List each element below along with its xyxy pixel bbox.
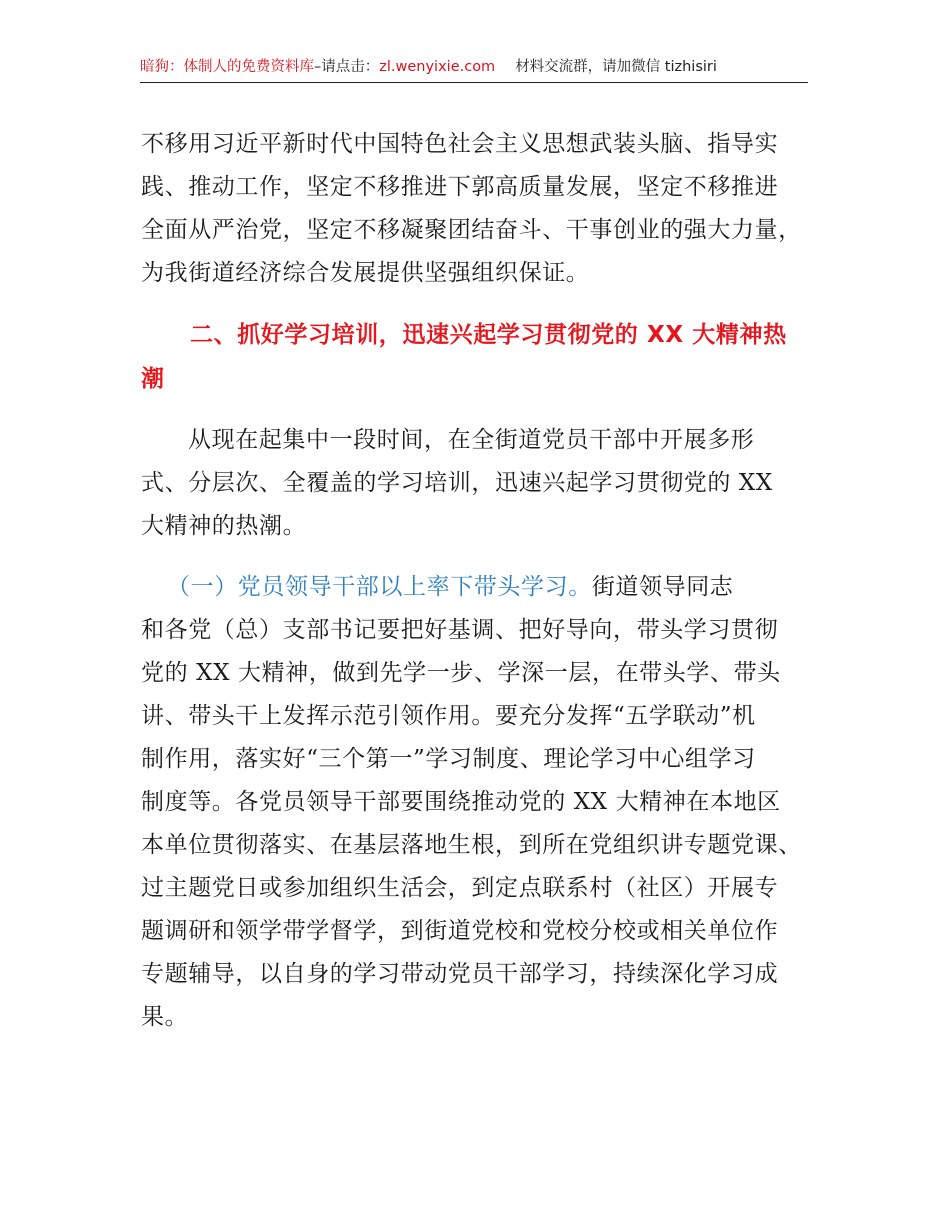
subsection-title: （一）党员领导干部以上率下带头学习。	[167, 574, 592, 600]
body-line: 从现在起集中一段时间，在全街道党员干部中开展多形	[188, 427, 755, 453]
header-brand: 暗狗：体制人的免费资料库	[140, 59, 314, 75]
body-line: 全面从严治党，坚定不移凝聚团结奋斗、干事创业的强大力量，	[141, 217, 802, 243]
body-line: 制度等。各党员领导干部要围绕推动党的 XX 大精神在本地区	[141, 789, 781, 815]
body-line: 为我街道经济综合发展提供坚强组织保证。	[141, 260, 590, 286]
header-url-link[interactable]: zl.wenyixie.com	[379, 59, 496, 75]
body-line: 制作用，落实好“三个第一”学习制度、理论学习中心组学习	[141, 746, 756, 772]
subsection-first-line	[167, 572, 733, 602]
header-contact: 材料交流群，请加微信 tizhisiri	[515, 59, 717, 75]
body-line: 讲、带头干上发挥示范引领作用。要充分发挥“五学联动”机	[141, 703, 756, 729]
body-line: 和各党（总）支部书记要把好基调、把好导向，带头学习贯彻	[141, 617, 779, 643]
body-line: 式、分层次、全覆盖的学习培训，迅速兴起学习贯彻党的 XX	[141, 470, 773, 496]
body-line: 不移用习近平新时代中国特色社会主义思想武装头脑、指导实	[141, 131, 779, 157]
body-line: 党的 XX 大精神，做到先学一步、学深一层，在带头学、带头	[141, 660, 781, 686]
page-header	[140, 54, 808, 83]
subsection-first-rest: 街道领导同志	[591, 574, 734, 600]
body-line: 本单位贯彻落实、在基层落地生根，到所在党组织讲专题党课、	[141, 832, 802, 858]
body-line: 专题辅导，以自身的学习带动党员干部学习，持续深化学习成	[141, 961, 779, 987]
body-line: 果。	[141, 1004, 189, 1030]
body-line: 践、推动工作，坚定不移推进下郭高质量发展，坚定不移推进	[141, 174, 779, 200]
section-heading-cont: 潮	[141, 366, 165, 392]
body-line: 大精神的热潮。	[141, 513, 307, 539]
body-line: 过主题党日或参加组织生活会，到定点联系村（社区）开展专	[141, 875, 779, 901]
section-heading: 二、抓好学习培训，迅速兴起学习贯彻党的 XX 大精神热	[190, 322, 787, 348]
body-line: 题调研和领学带学督学，到街道党校和党校分校或相关单位作	[141, 918, 779, 944]
header-click-prefix: –请点击：	[314, 59, 380, 75]
